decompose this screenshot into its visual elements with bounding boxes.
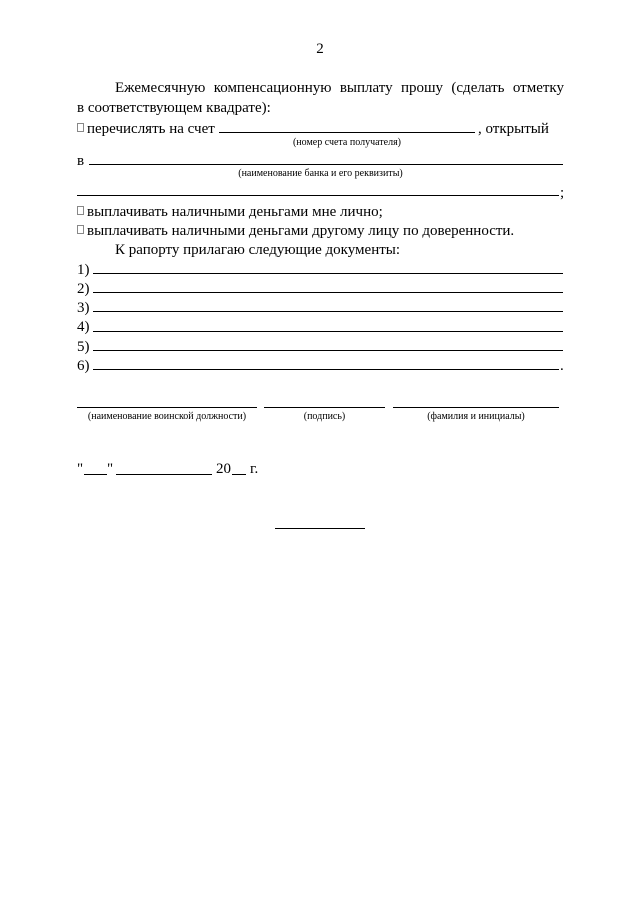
date-quote-close: " bbox=[107, 461, 114, 477]
attachment-label-1: 1) bbox=[77, 262, 90, 278]
name-line[interactable] bbox=[393, 407, 559, 408]
attachment-label-2: 2) bbox=[77, 281, 90, 297]
date-year-suffix: г. bbox=[250, 461, 259, 477]
date-month-line[interactable] bbox=[116, 474, 212, 475]
semicolon: ; bbox=[560, 185, 565, 201]
attachment-line-3[interactable] bbox=[93, 311, 563, 312]
position-line[interactable] bbox=[77, 407, 257, 408]
intro-line-2: в соответствующем квадрате): bbox=[77, 100, 271, 116]
option-cash-self-label: выплачивать наличными деньгами мне лично; bbox=[87, 204, 383, 220]
attachments-heading: К рапорту прилагаю следующие документы: bbox=[115, 242, 401, 258]
page-number: 2 bbox=[316, 41, 324, 57]
option-cash-proxy bbox=[77, 222, 514, 240]
caption-bank: (наименование банка и его реквизиты) bbox=[238, 168, 403, 179]
date-quote-open: " bbox=[77, 461, 84, 477]
intro-line-1: Ежемесячную компенсационную выплату прошу (сделать отметку bbox=[115, 80, 564, 96]
account-number-line[interactable] bbox=[219, 132, 475, 133]
attachment-label-5: 5) bbox=[77, 339, 90, 355]
closing-separator bbox=[275, 528, 365, 529]
attachment-line-1[interactable] bbox=[93, 273, 563, 274]
checkbox-cash-proxy[interactable] bbox=[77, 225, 84, 234]
date-day-line[interactable] bbox=[84, 474, 107, 475]
attachment-label-4: 4) bbox=[77, 319, 90, 335]
opened-label: , открытый bbox=[478, 121, 549, 137]
option-account-label: перечислять на счет bbox=[87, 121, 215, 137]
signature-line[interactable] bbox=[264, 407, 385, 408]
option-account bbox=[77, 120, 215, 138]
attachment-label-3: 3) bbox=[77, 300, 90, 316]
end-period: . bbox=[560, 358, 564, 374]
attachment-line-5[interactable] bbox=[93, 350, 563, 351]
attachment-label-6: 6) bbox=[77, 358, 90, 374]
bank-prefix: в bbox=[77, 153, 85, 169]
caption-signature: (подпись) bbox=[303, 411, 346, 422]
option-cash-self bbox=[77, 203, 383, 221]
attachment-line-6[interactable] bbox=[93, 369, 559, 370]
caption-position: (наименование воинской должности) bbox=[87, 411, 247, 422]
bank-name-line[interactable] bbox=[89, 164, 563, 165]
attachment-line-2[interactable] bbox=[93, 292, 563, 293]
date-year-line[interactable] bbox=[232, 474, 246, 475]
caption-account: (номер счета получателя) bbox=[292, 137, 402, 148]
checkbox-account[interactable] bbox=[77, 123, 84, 132]
caption-name: (фамилия и инициалы) bbox=[427, 411, 525, 422]
date-year-prefix: 20 bbox=[216, 461, 231, 477]
checkbox-cash-self[interactable] bbox=[77, 206, 84, 215]
bank-details-line[interactable] bbox=[77, 195, 559, 196]
attachment-line-4[interactable] bbox=[93, 331, 563, 332]
option-cash-proxy-label: выплачивать наличными деньгами другому лицу по доверенности. bbox=[87, 223, 515, 239]
